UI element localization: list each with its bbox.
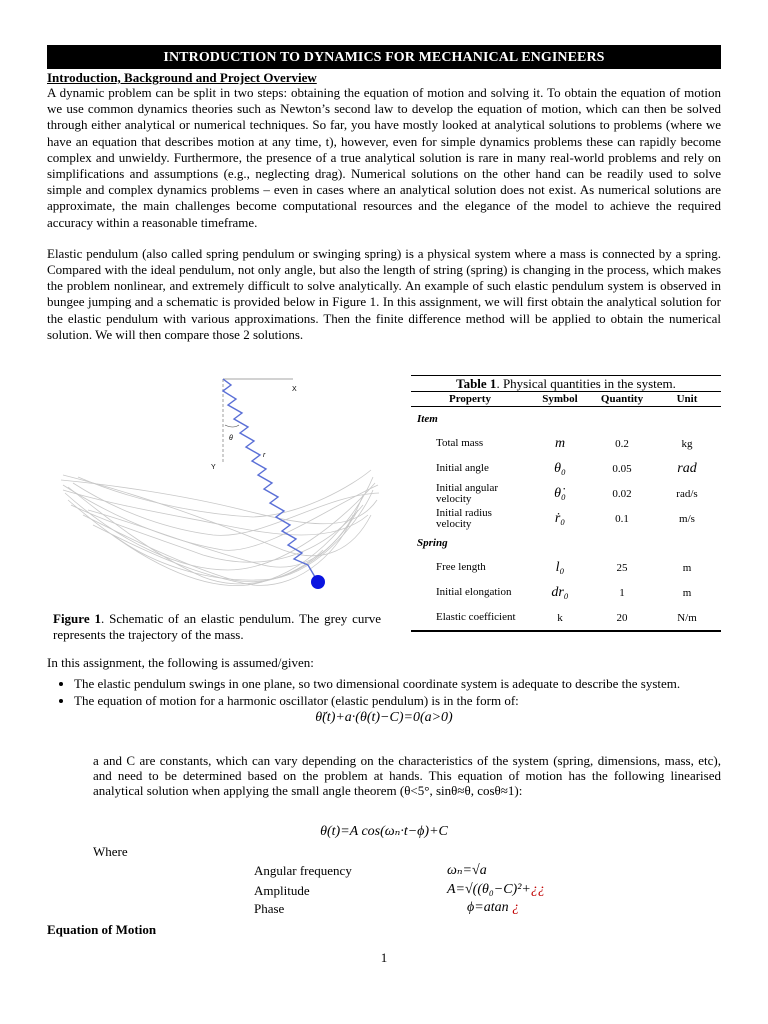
table-title-label: Table 1 (456, 376, 497, 392)
table-row (411, 555, 721, 580)
cell-quantity: 20 (591, 605, 653, 631)
equation-of-motion-formula: θ̈(t)+a·(θ(t)−C)=0(a>0) (315, 710, 453, 726)
page-number: 1 (380, 950, 388, 965)
table-1-title (411, 375, 721, 392)
figure-1-schematic (53, 365, 383, 597)
intro-paragraph-1: A dynamic problem can be split in two steps: obtaining the equation of motion and solving it. To obtain the equation of motion we use common dynamics theories such as Newton’s second law to develop the equation of motion, which can then be solved through either analytical or numerical techniques. So far, you have mostly looked at analytical solutions to problems (where we have an equation that describes motion at any time, t), however, even for simple dynamics problems these can rapidly become complex and unwieldy. Furthermore, the presence of a true analytical solution is rare in many real-world problems and rely on simplifications and assumptions (e.g., neglecting drag). Numerical solutions on the other hand can be readily used to solve simple and complex dynamics problems – even in cases where an analytical solution does not exist. As numerical solutions are approximate, the main challenges become computational resources and the elegance of the model to achieve the required accuracy within a reasonable timeframe. (47, 85, 721, 230)
assumptions-list (47, 676, 721, 708)
cell-quantity: 0.02 (612, 487, 632, 500)
angle-arc (225, 425, 239, 427)
cell-unit: kg (681, 437, 693, 450)
def-formula-amplitude: A=√((θ₀−C)²+¿¿ (447, 882, 545, 898)
table-row (411, 431, 721, 456)
def-formula-phase: ϕ=atan ¿ (467, 900, 520, 916)
list-item: • The elastic pendulum swings in one plane, so two dimensional coordinate system is adequate to describe the system. (74, 676, 721, 691)
cell-symbol: dr₀ (551, 584, 569, 600)
cell-quantity: 0.05 (612, 462, 632, 475)
constants-paragraph: a and C are constants, which can vary depending on the characteristics of the system (spring, dimensions, mass, etc), and need to be determined based on the problem at hands. This equation of motion has the following linearised analytical solution when applying the small angle theorem (θ<5°, sinθ≈θ, cosθ≈1): (93, 753, 721, 799)
cell-quantity: 1 (619, 586, 625, 599)
document-title-banner: INTRODUCTION TO DYNAMICS FOR MECHANICAL ENGINEERS (47, 45, 721, 69)
table-header-quantity: Quantity (591, 392, 653, 407)
cell-unit: N/m (653, 605, 721, 631)
figure-caption-label: Figure 1 (53, 611, 101, 627)
equation-of-motion-heading: Equation of Motion (47, 922, 157, 938)
def-label-phase: Phase (254, 901, 285, 917)
def-label-angular-frequency: Angular frequency (254, 863, 352, 879)
table-group-spring: Spring (417, 537, 448, 550)
cell-quantity: 0.2 (615, 437, 629, 450)
cell-property: Total mass (436, 437, 484, 450)
def-label-amplitude: Amplitude (254, 883, 310, 899)
list-item: • The equation of motion for a harmonic oscillator (elastic pendulum) is in the form of: (74, 693, 721, 708)
document-page (47, 45, 721, 937)
cell-unit: m (682, 561, 692, 574)
table-row (411, 506, 721, 531)
table-header-symbol: Symbol (529, 392, 591, 407)
cell-unit: m/s (679, 512, 695, 525)
cell-property: Initial angle (436, 462, 489, 475)
intro-paragraph-2: Elastic pendulum (also called spring pendulum or swinging spring) is a physical system where a mass is connected by a spring. Compared with the ideal pendulum, not only angle, but also the length of string (spring) is changing in the process, which makes the problem nonlinear, and extremely difficult to solve analytically. An example of such elastic pendulum system is observed in bungee jumping and a schematic is provided below in Figure 1. In this assignment, we will first obtain the analytical solution for the elastic pendulum with various approximations. Then the finite difference method will be applied to obtain the numerical solution. We will then compare those 2 solutions. (47, 245, 721, 342)
cell-symbol: m (554, 435, 566, 451)
cell-quantity: 0.1 (615, 512, 629, 525)
cell-unit: m (682, 586, 692, 599)
cell-property: Elastic coefficient (411, 605, 529, 631)
trajectory-curves (61, 470, 379, 586)
assumptions-lead: In this assignment, the following is assumed/given: (47, 655, 314, 671)
cell-symbol: ṙ₀ (554, 510, 566, 526)
analytical-solution-formula: θ(t)=A cos(ωₙ·t−ϕ)+C (320, 824, 448, 840)
cell-symbol: l₀ (555, 559, 565, 575)
theta-label: θ (229, 435, 233, 443)
figure-1-caption (53, 611, 381, 643)
where-label: Where (93, 844, 128, 860)
table-row (411, 580, 721, 605)
cell-property: Free length (436, 561, 486, 574)
elastic-pendulum-diagram (53, 365, 383, 597)
cell-property: Initial radius velocity (436, 506, 492, 530)
cell-quantity: 25 (616, 561, 628, 574)
table-1 (411, 375, 721, 632)
cell-symbol: θ₀ (554, 460, 566, 476)
figure-and-table-row (47, 365, 721, 655)
spring-zigzag (223, 379, 315, 577)
cell-unit: rad (677, 460, 697, 476)
cell-property: Initial elongation (436, 586, 512, 599)
pendulum-mass (311, 575, 325, 589)
table-title-text: . Physical quantities in the system. (496, 376, 676, 392)
cell-symbol: k (529, 605, 591, 631)
table-header-property: Property (411, 392, 529, 407)
intro-heading: Introduction, Background and Project Overview (47, 70, 317, 85)
table-row (411, 456, 721, 481)
cell-property: Initial angular velocity (436, 481, 499, 505)
def-formula-angular-frequency: ωₙ=√a (447, 863, 487, 879)
table-group-item: Item (417, 413, 438, 426)
definitions-block (47, 859, 721, 921)
cell-unit: rad/s (676, 487, 698, 500)
table-row (411, 605, 721, 631)
table-row (411, 481, 721, 506)
physical-quantities-table (411, 392, 721, 632)
y-axis-label: Y (211, 464, 216, 472)
cell-symbol: θ̇₀ (554, 485, 566, 501)
r-label: r (263, 452, 266, 460)
x-axis-label: X (292, 386, 297, 394)
figure-caption-text: . Schematic of an elastic pendulum. The grey curve represents the trajectory of the mass. (53, 611, 381, 643)
table-header-unit: Unit (653, 392, 721, 407)
